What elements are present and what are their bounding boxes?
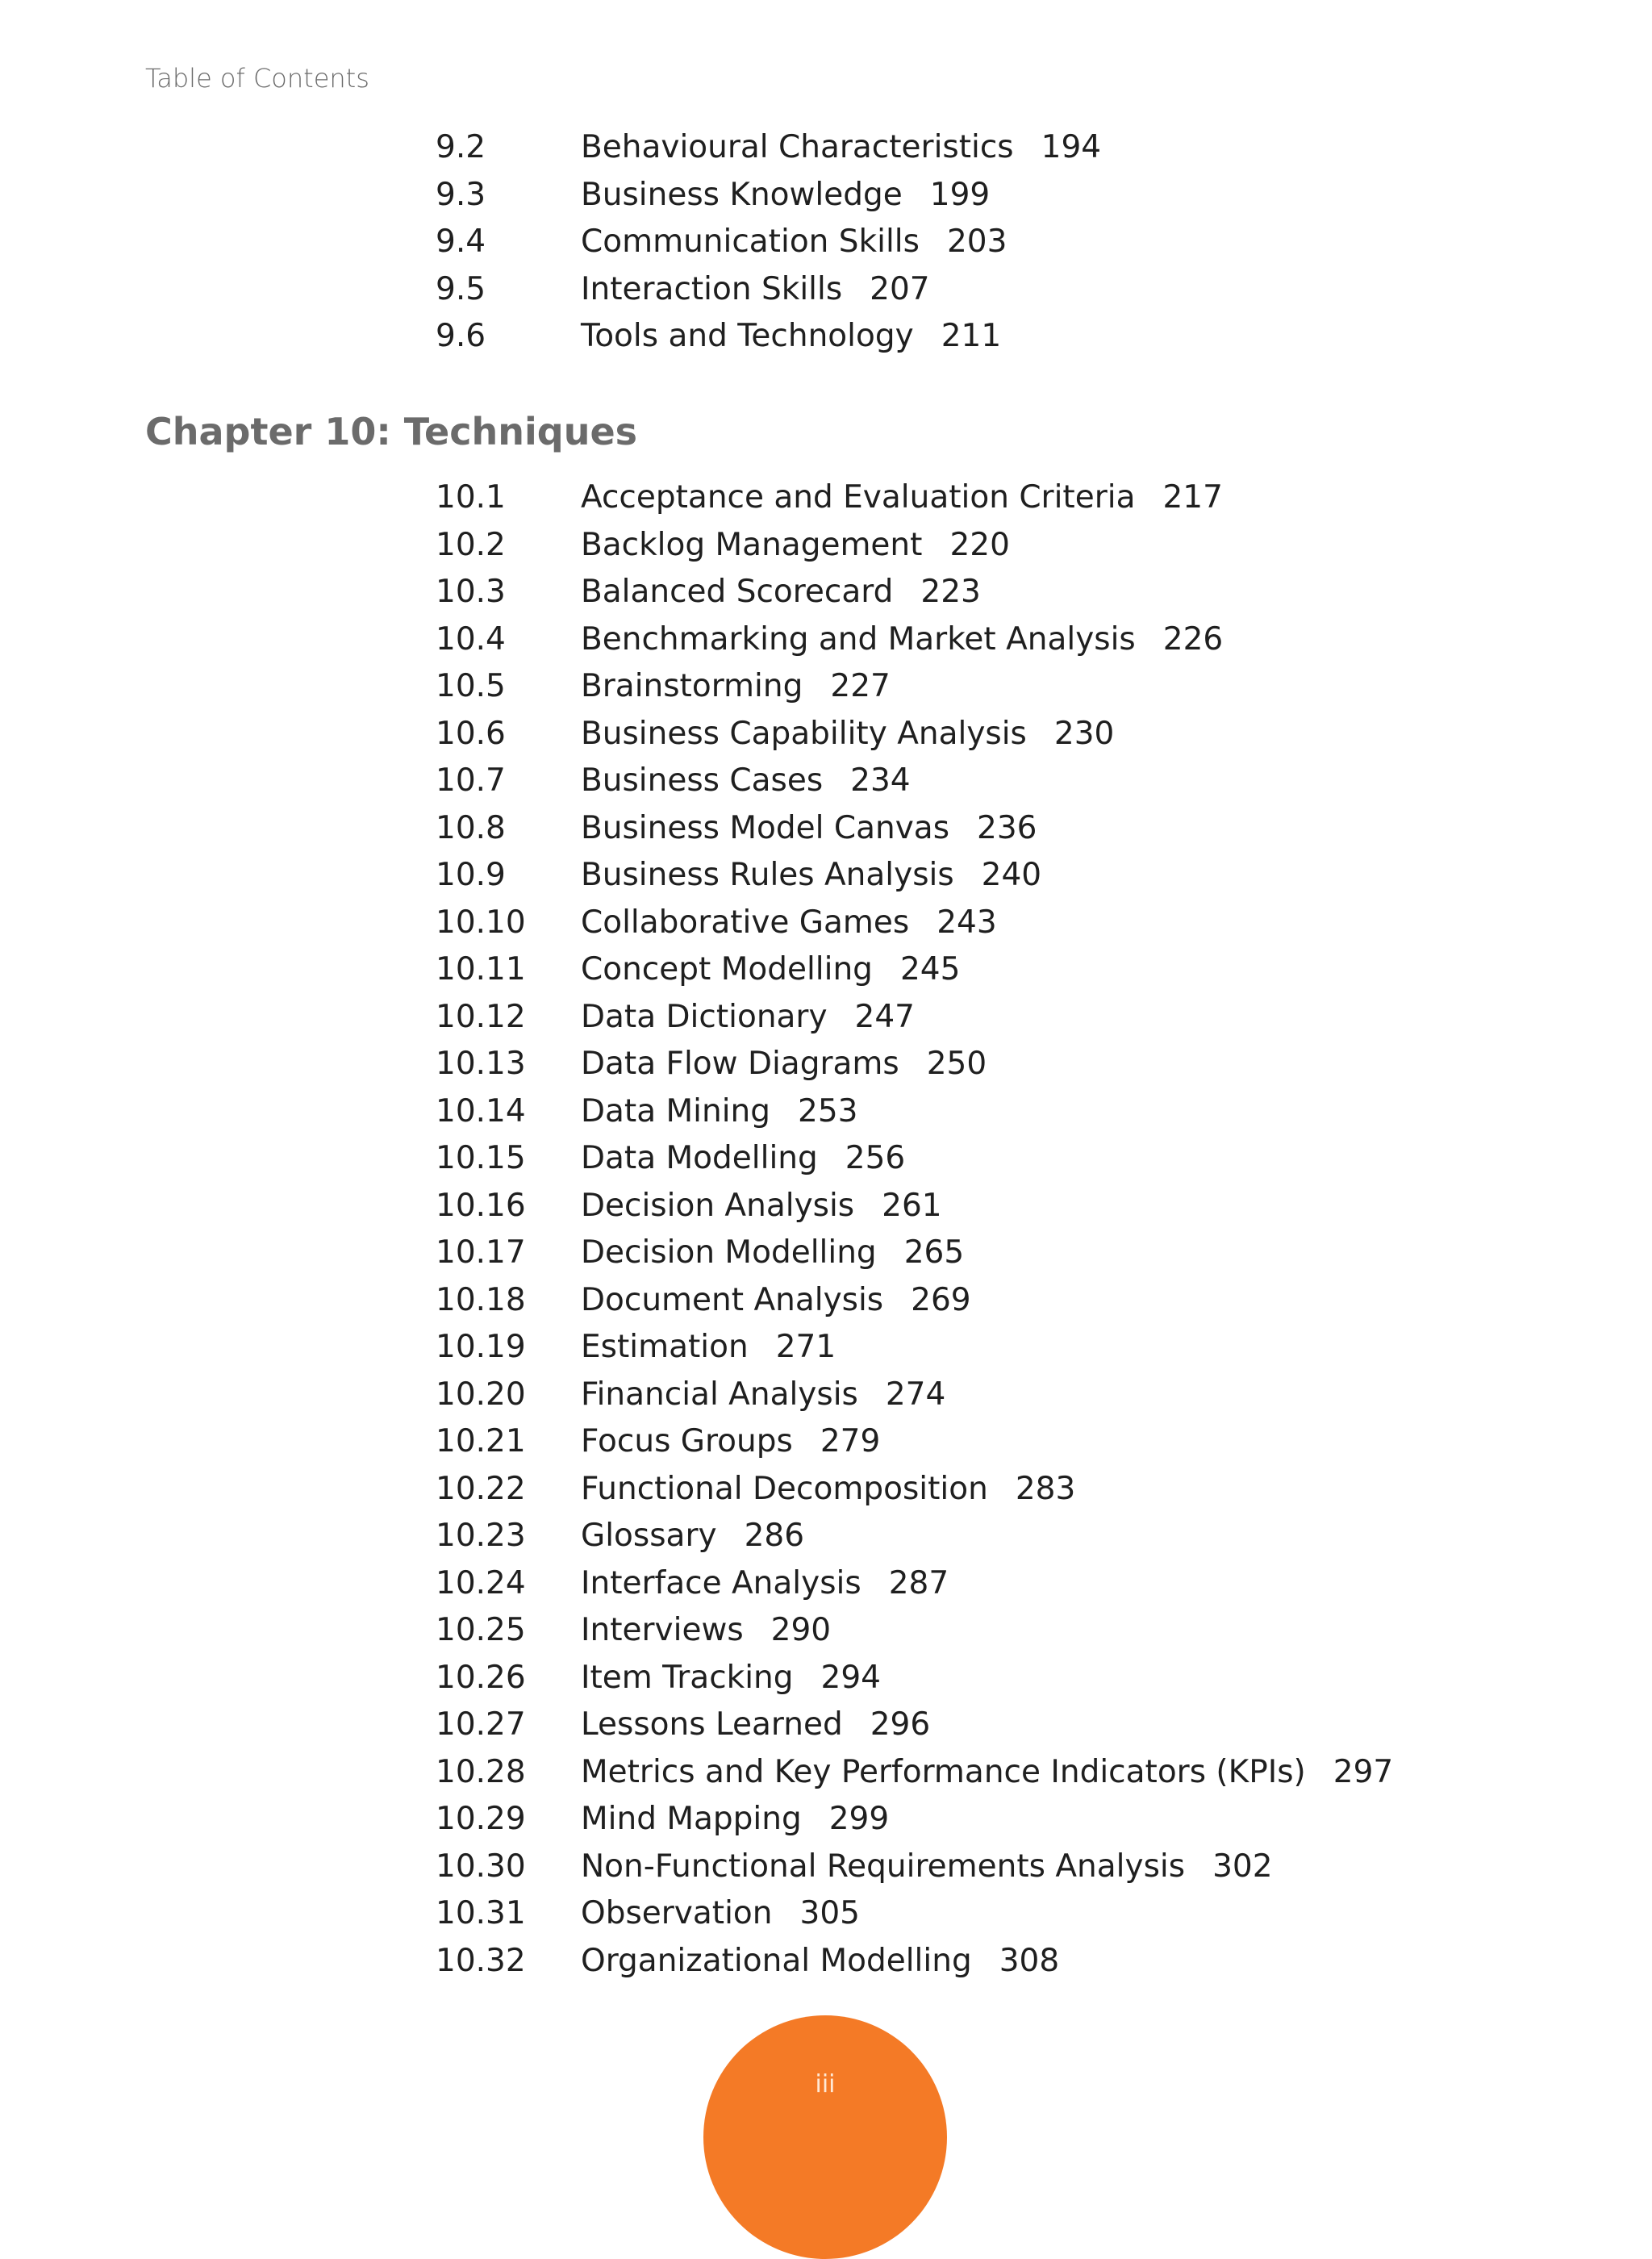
toc-entry-number: 10.1 [436, 479, 506, 516]
toc-entry-page: 240 [981, 857, 1042, 893]
toc-entry[interactable] [0, 663, 1652, 711]
toc-entry-text [581, 522, 1010, 569]
toc-entry-text [581, 1890, 860, 1937]
toc-entry[interactable] [0, 1041, 1652, 1088]
toc-entry-text [581, 569, 981, 616]
toc-entry[interactable] [0, 1749, 1652, 1797]
toc-entry-title: Business Cases [581, 762, 824, 799]
toc-entry-number: 10.7 [436, 762, 506, 799]
toc-entry-page: 283 [1015, 1470, 1076, 1507]
toc-entry-title: Brainstorming [581, 668, 803, 704]
toc-entry-page: 227 [830, 668, 891, 704]
toc-entry-text [581, 1560, 949, 1607]
toc-entry-text [581, 266, 930, 313]
toc-entry-title: Functional Decomposition [581, 1470, 988, 1507]
chapter10-toc-list [0, 474, 1652, 1985]
toc-entry-page: 299 [828, 1801, 890, 1837]
toc-entry-text [581, 1749, 1393, 1796]
toc-entry-page: 305 [799, 1895, 860, 1931]
toc-entry-title: Decision Modelling [581, 1234, 877, 1271]
toc-entry-number: 10.13 [436, 1046, 526, 1082]
toc-entry[interactable] [0, 1844, 1652, 1891]
toc-entry-number: 10.19 [436, 1329, 526, 1365]
toc-entry-number: 9.4 [436, 223, 486, 260]
toc-entry-number: 9.2 [436, 129, 486, 165]
toc-entry-text [581, 1844, 1273, 1890]
page-number-badge [703, 2015, 947, 2259]
toc-entry-title: Business Capability Analysis [581, 715, 1027, 752]
toc-entry[interactable] [0, 852, 1652, 900]
toc-entry-text [581, 474, 1223, 521]
toc-entry-page: 294 [820, 1659, 881, 1696]
toc-entry[interactable] [0, 1796, 1652, 1844]
toc-entry[interactable] [0, 569, 1652, 616]
toc-entry-title: Balanced Scorecard [581, 574, 894, 610]
toc-entry-number: 10.21 [436, 1423, 526, 1459]
toc-entry-number: 10.31 [436, 1895, 526, 1931]
toc-entry-text [581, 1372, 945, 1418]
toc-entry-text [581, 663, 891, 710]
toc-entry[interactable] [0, 1183, 1652, 1230]
toc-entry-text [581, 1135, 905, 1182]
toc-entry-number: 10.17 [436, 1234, 526, 1271]
toc-entry-number: 10.6 [436, 715, 506, 752]
toc-entry-text [581, 1277, 971, 1324]
toc-entry-number: 10.30 [436, 1848, 526, 1885]
toc-entry[interactable] [0, 1277, 1652, 1325]
toc-entry[interactable] [0, 1938, 1652, 1985]
toc-entry-number: 10.24 [436, 1564, 526, 1601]
toc-entry-page: 199 [929, 176, 991, 213]
toc-entry[interactable] [0, 711, 1652, 758]
toc-entry-number: 10.12 [436, 998, 526, 1035]
toc-entry-number: 10.25 [436, 1612, 526, 1648]
toc-entry-text [581, 1324, 836, 1371]
toc-entry-title: Item Tracking [581, 1659, 794, 1696]
chapter9-toc-list [0, 124, 1652, 361]
toc-entry-number: 9.5 [436, 270, 486, 307]
toc-entry-text [581, 946, 960, 993]
toc-entry-page: 308 [999, 1942, 1060, 1979]
toc-entry-title: Organizational Modelling [581, 1942, 972, 1979]
toc-entry-page: 223 [920, 574, 981, 610]
toc-entry-number: 10.11 [436, 951, 526, 988]
toc-entry-page: 234 [850, 762, 911, 799]
toc-entry-text [581, 1183, 942, 1230]
toc-entry-number: 10.2 [436, 526, 506, 563]
toc-entry-page: 274 [885, 1376, 946, 1413]
toc-entry-text [581, 1230, 964, 1276]
toc-entry-page: 236 [977, 809, 1037, 846]
toc-entry-page: 302 [1212, 1848, 1273, 1885]
toc-entry-text [581, 758, 911, 804]
toc-entry-text [581, 1702, 930, 1748]
toc-entry-number: 10.9 [436, 857, 506, 893]
toc-entry-number: 9.3 [436, 176, 486, 213]
toc-entry[interactable] [0, 172, 1652, 219]
toc-entry-text [581, 219, 1007, 265]
toc-entry-number: 10.32 [436, 1942, 526, 1979]
toc-entry-text [581, 1607, 831, 1654]
toc-entry-page: 297 [1333, 1753, 1394, 1790]
toc-entry-number: 10.23 [436, 1518, 526, 1554]
toc-entry[interactable] [0, 616, 1652, 664]
toc-entry-number: 9.6 [436, 318, 486, 354]
toc-entry[interactable] [0, 313, 1652, 361]
toc-entry[interactable] [0, 1607, 1652, 1655]
toc-entry-page: 290 [770, 1612, 832, 1648]
toc-entry-title: Business Model Canvas [581, 809, 950, 846]
running-header: Table of Contents [145, 63, 369, 94]
toc-entry[interactable] [0, 1560, 1652, 1608]
toc-entry-text [581, 172, 990, 219]
toc-entry[interactable] [0, 1890, 1652, 1938]
toc-entry-page: 211 [941, 318, 1002, 354]
toc-entry-page: 230 [1053, 715, 1115, 752]
toc-entry-text [581, 313, 1001, 360]
toc-entry-number: 10.27 [436, 1706, 526, 1743]
toc-entry-page: 194 [1041, 129, 1102, 165]
toc-entry-title: Focus Groups [581, 1423, 793, 1459]
toc-entry[interactable] [0, 1230, 1652, 1277]
toc-entry-title: Estimation [581, 1329, 749, 1365]
page-number: iii [815, 2070, 836, 2098]
toc-entry-title: Business Rules Analysis [581, 857, 954, 893]
toc-entry-number: 10.10 [436, 904, 526, 941]
toc-entry-title: Observation [581, 1895, 773, 1931]
toc-entry-page: 287 [888, 1564, 949, 1601]
toc-entry[interactable] [0, 1655, 1652, 1702]
toc-entry-title: Data Dictionary [581, 998, 828, 1035]
toc-entry-title: Document Analysis [581, 1281, 884, 1318]
toc-entry-number: 10.29 [436, 1801, 526, 1837]
toc-entry-title: Mind Mapping [581, 1801, 802, 1837]
toc-entry-text [581, 1041, 987, 1088]
toc-entry-title: Glossary [581, 1518, 717, 1554]
toc-entry-page: 245 [899, 951, 961, 988]
toc-entry-title: Financial Analysis [581, 1376, 858, 1413]
toc-entry-number: 10.4 [436, 620, 506, 658]
toc-entry-text [581, 900, 997, 946]
toc-entry-page: 217 [1162, 479, 1223, 516]
toc-entry-title: Tools and Technology [581, 318, 914, 354]
toc-entry[interactable] [0, 900, 1652, 947]
toc-entry-page: 243 [937, 904, 997, 941]
toc-entry-text [581, 1655, 881, 1702]
toc-entry-title: Business Knowledge [581, 176, 903, 213]
toc-entry[interactable] [0, 805, 1652, 853]
toc-entry-text [581, 994, 915, 1041]
toc-entry-text [581, 1418, 880, 1465]
toc-entry-number: 10.14 [436, 1092, 526, 1130]
toc-entry-title: Decision Analysis [581, 1187, 855, 1224]
toc-entry-number: 10.26 [436, 1659, 526, 1696]
toc-entry-title: Lessons Learned [581, 1706, 843, 1743]
toc-entry-number: 10.20 [436, 1376, 526, 1413]
toc-entry-page: 261 [882, 1187, 942, 1224]
toc-entry[interactable] [0, 1324, 1652, 1372]
toc-entry[interactable] [0, 994, 1652, 1042]
toc-entry[interactable] [0, 219, 1652, 266]
toc-entry-text [581, 1466, 1075, 1513]
toc-entry-title: Acceptance and Evaluation Criteria [581, 479, 1136, 516]
toc-entry[interactable] [0, 1088, 1652, 1136]
toc-entry-page: 220 [949, 526, 1010, 563]
toc-entry-text [581, 805, 1037, 852]
toc-entry[interactable] [0, 1466, 1652, 1514]
toc-entry-title: Data Flow Diagrams [581, 1046, 899, 1082]
toc-entry-number: 10.28 [436, 1753, 526, 1790]
toc-entry-page: 203 [946, 223, 1007, 260]
toc-entry-page: 253 [798, 1092, 858, 1130]
toc-entry-title: Interviews [581, 1612, 744, 1648]
toc-entry-page: 269 [911, 1281, 971, 1318]
toc-entry-page: 296 [870, 1706, 931, 1743]
toc-entry[interactable] [0, 758, 1652, 805]
toc-entry-title: Non-Functional Requirements Analysis [581, 1848, 1186, 1885]
toc-entry-page: 207 [870, 270, 930, 307]
toc-entry[interactable] [0, 1513, 1652, 1560]
toc-entry-number: 10.18 [436, 1281, 526, 1318]
toc-entry-title: Benchmarking and Market Analysis [581, 620, 1136, 658]
toc-entry[interactable] [0, 1702, 1652, 1749]
toc-entry[interactable] [0, 1418, 1652, 1466]
toc-entry[interactable] [0, 124, 1652, 172]
toc-entry-title: Collaborative Games [581, 904, 910, 941]
toc-entry-title: Backlog Management [581, 526, 923, 563]
toc-entry-page: 271 [775, 1329, 836, 1365]
toc-entry-page: 250 [926, 1046, 987, 1082]
toc-entry-number: 10.22 [436, 1470, 526, 1507]
toc-entry-text [581, 852, 1041, 899]
toc-entry-text [581, 711, 1114, 758]
toc-entry-title: Interaction Skills [581, 270, 843, 307]
toc-entry[interactable] [0, 1372, 1652, 1419]
toc-entry[interactable] [0, 1135, 1652, 1183]
toc-entry-title: Metrics and Key Performance Indicators (KPIs) [581, 1753, 1306, 1790]
toc-entry-title: Communication Skills [581, 223, 920, 260]
toc-entry-title: Data Modelling [581, 1140, 818, 1176]
toc-entry-page: 279 [820, 1423, 881, 1459]
toc-entry-page: 265 [903, 1234, 965, 1271]
toc-entry-text [581, 616, 1223, 663]
toc-entry-page: 256 [845, 1140, 906, 1176]
toc-entry-title: Interface Analysis [581, 1564, 861, 1601]
toc-entry-page: 247 [854, 998, 915, 1035]
toc-entry-text [581, 1513, 804, 1560]
toc-entry-title: Behavioural Characteristics [581, 129, 1014, 165]
toc-entry-number: 10.15 [436, 1140, 526, 1176]
toc-entry-page: 226 [1162, 620, 1224, 658]
toc-entry-text [581, 1796, 889, 1843]
toc-entry-number: 10.8 [436, 809, 506, 846]
toc-entry-page: 286 [744, 1518, 805, 1554]
toc-entry-text [581, 1088, 857, 1135]
toc-entry[interactable] [0, 522, 1652, 570]
toc-entry-number: 10.5 [436, 668, 506, 704]
chapter-heading: Chapter 10: Techniques [145, 410, 638, 453]
toc-entry-text [581, 124, 1101, 171]
toc-entry-title: Concept Modelling [581, 951, 873, 988]
toc-entry-text [581, 1938, 1059, 1985]
toc-entry-number: 10.16 [436, 1187, 526, 1224]
toc-entry-number: 10.3 [436, 574, 506, 610]
toc-entry-title: Data Mining [581, 1092, 771, 1130]
toc-entry[interactable] [0, 946, 1652, 994]
toc-entry[interactable] [0, 266, 1652, 314]
toc-entry[interactable] [0, 474, 1652, 522]
